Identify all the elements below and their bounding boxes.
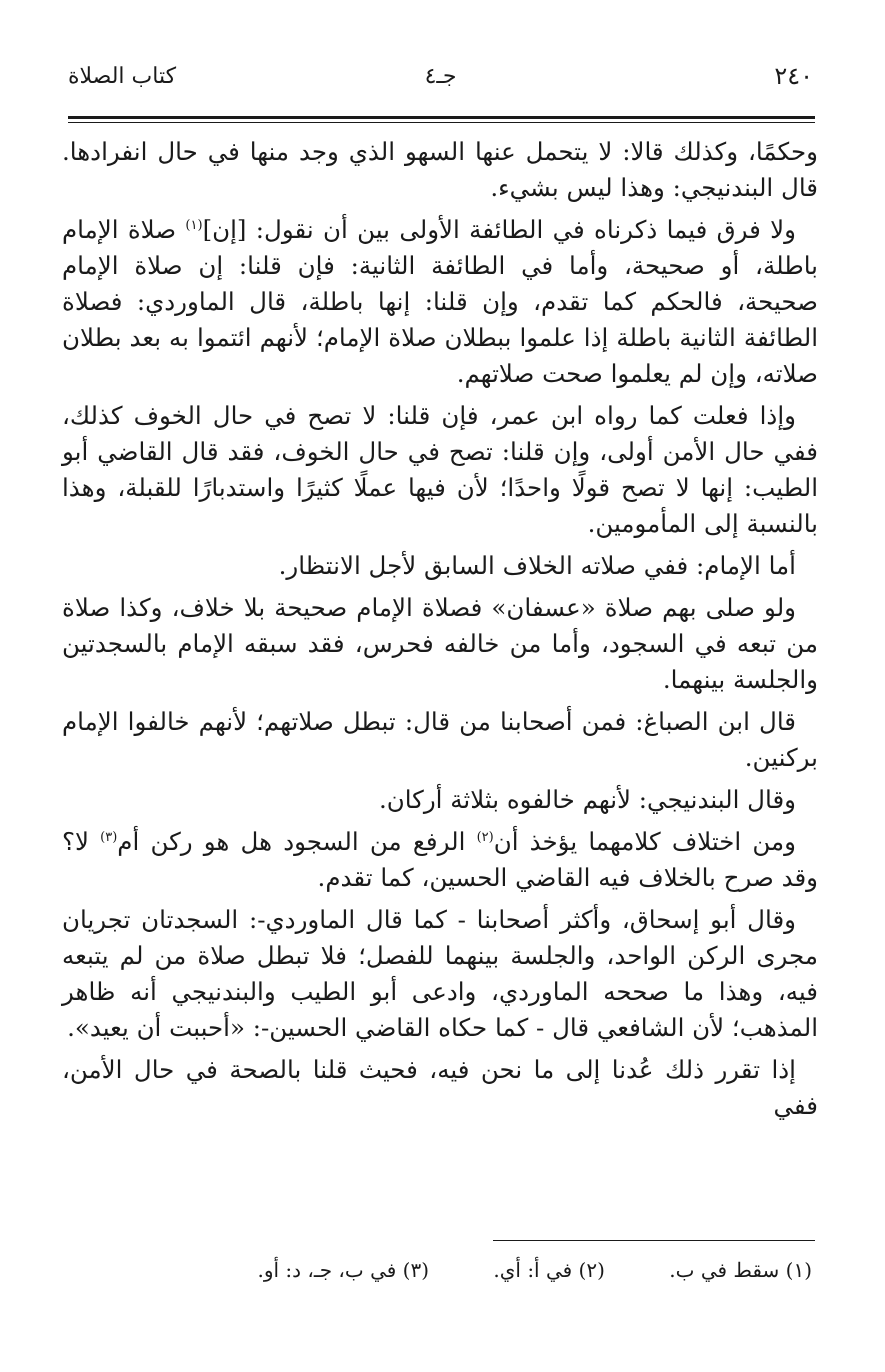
footnotes xyxy=(62,1256,812,1284)
paragraph-7: وقال البندنيجي: لأنهم خالفوه بثلاثة أركان. xyxy=(378,785,796,814)
paragraph-5: ولو صلى بهم صلاة «عسفان» فصلاة الإمام صحيحة بلا خلاف، وكذا صلاة من تبعه في السجود، وأما من خالفه فحرس، فقد سبقه الإمام بالسجدتين والجلسة بينهما. xyxy=(62,593,818,694)
header-rule-thin xyxy=(68,122,815,123)
running-head xyxy=(68,62,813,102)
paragraph-8 xyxy=(62,824,818,896)
volume-label: جـ٤ xyxy=(424,64,457,89)
footnote-1: (١) سقط في ب. xyxy=(669,1258,812,1282)
footnote-2: (٢) في أ: أي. xyxy=(493,1258,605,1282)
paragraph-2-part-b: صلاة الإمام باطلة، أو صحيحة، وأما في الطائفة الثانية: فإن قلنا: إن صلاة الإمام صحيحة، فالحكم كما تقدم، وإن قلنا: إنها باطلة، قال الماوردي: فصلاة الطائفة الثانية باطلة إذا علموا ببطلان صلاة الإمام؛ لأنهم ائتموا به بعد بطلان صلاته، وإن لم يعلموا صحت صلاتهم. xyxy=(62,215,818,388)
paragraph-8-part-a: ومن اختلاف كلامهما يؤخذ أن xyxy=(493,827,796,856)
paragraph-6: قال ابن الصباغ: فمن أصحابنا من قال: تبطل صلاتهم؛ لأنهم خالفوا الإمام بركنين. xyxy=(62,707,818,772)
footnote-ref-2: (٢) xyxy=(476,829,494,845)
paragraph-8-part-b: الرفع من السجود هل هو ركن أم xyxy=(117,827,477,856)
main-text xyxy=(62,134,818,1130)
paragraph-4: أما الإمام: ففي صلاته الخلاف السابق لأجل الانتظار. xyxy=(278,551,796,580)
paragraph-8-part-c: لا؟ وقد صرح بالخلاف فيه القاضي الحسين، كما تقدم. xyxy=(62,827,818,892)
paragraph-2-part-a: ولا فرق فيما ذكرناه في الطائفة الأولى بين أن نقول: [إن] xyxy=(202,215,796,244)
paragraph-10: إذا تقرر ذلك عُدنا إلى ما نحن فيه، فحيث قلنا بالصحة في حال الأمن، ففي xyxy=(62,1055,818,1120)
paragraph-2 xyxy=(62,212,818,392)
paragraph-1: وحكمًا، وكذلك قالا: لا يتحمل عنها السهو الذي وجد منها في حال انفرادها. قال البندنيجي: وهذا ليس بشيء. xyxy=(62,137,818,202)
paragraph-3: وإذا فعلت كما رواه ابن عمر، فإن قلنا: لا تصح في حال الخوف كذلك، ففي حال الأمن أولى، وإن قلنا: تصح في حال الخوف، فقد قال القاضي أبو الطيب: إنها لا تصح قولًا واحدًا؛ لأن فيها عملًا كثيرًا واستدبارًا للقبلة، وهذا بالنسبة إلى المأمومين. xyxy=(62,401,818,538)
footnote-ref-1: (١) xyxy=(185,217,203,233)
paragraph-9: وقال أبو إسحاق، وأكثر أصحابنا - كما قال الماوردي-: السجدتان تجريان مجرى الركن الواحد، والجلسة بينهما للفصل؛ فلا تبطل صلاة من لم يتبعه فيه، وهذا ما صححه الماوردي، وادعى أبو الطيب والبندنيجي أنه ظاهر المذهب؛ لأن الشافعي قال - كما حكاه القاضي الحسين-: «أحببت أن يعيد». xyxy=(62,905,818,1042)
footnote-3: (٣) في ب، جـ، د: أو. xyxy=(257,1258,430,1282)
footnote-ref-3: (٣) xyxy=(100,829,118,845)
header-rule-thick xyxy=(68,116,815,119)
book-title: كتاب الصلاة xyxy=(68,64,177,89)
page-number: ٢٤٠ xyxy=(774,62,813,90)
footnote-rule xyxy=(493,1240,815,1241)
